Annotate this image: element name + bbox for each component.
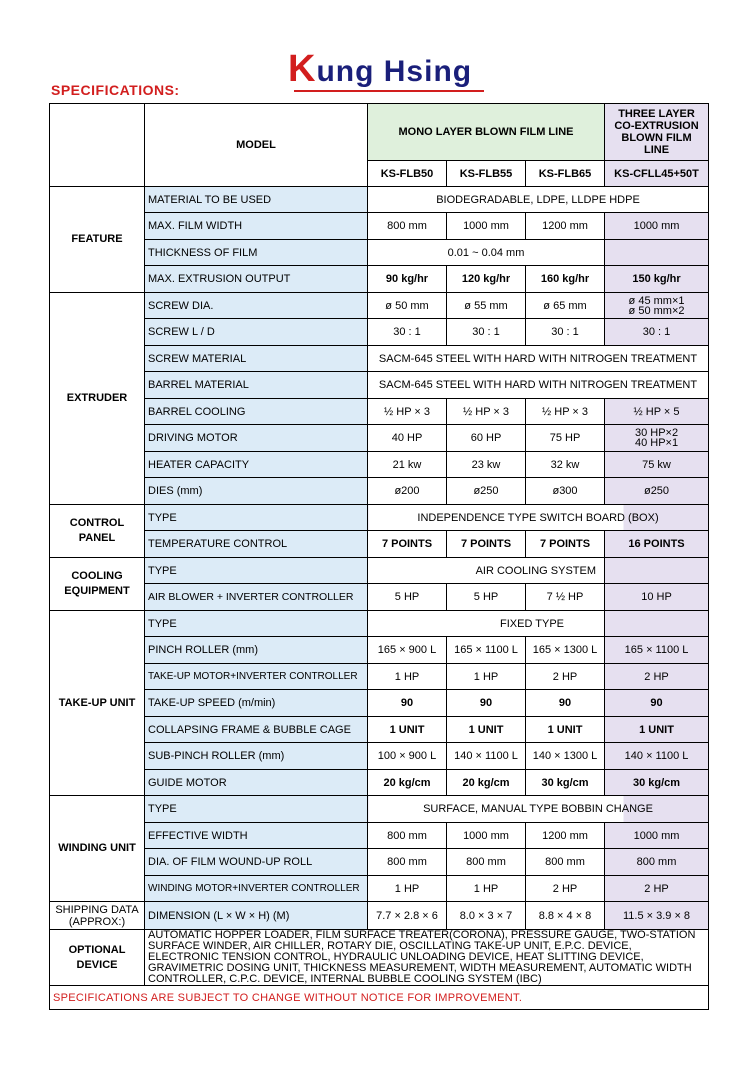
row-value: 0.01 ~ 0.04 mm	[368, 240, 605, 266]
line-1: ø 45 mm×1	[628, 294, 685, 307]
row-label: SCREW DIA.	[145, 293, 368, 319]
cell-value: 1 HP	[368, 664, 447, 690]
cell-value-multi	[605, 293, 709, 319]
line-2: 40 HP×1	[634, 437, 679, 449]
cell-value: 7 POINTS	[447, 531, 526, 558]
cell-value: 30 kg/cm	[605, 770, 709, 796]
line-1: 30 HP×2	[634, 427, 679, 439]
cell-value: 75 HP	[526, 425, 605, 452]
row-label: DIA. OF FILM WOUND-UP ROLL	[145, 849, 368, 876]
cell-value: 7 POINTS	[368, 531, 447, 558]
cell-value: 90	[526, 690, 605, 717]
row-label: TYPE	[145, 796, 368, 823]
row-label: HEATER CAPACITY	[145, 452, 368, 478]
row-label: BARREL MATERIAL	[145, 372, 368, 399]
row-label: TYPE	[145, 505, 368, 531]
cell-value: 800 mm	[368, 213, 447, 240]
cell-value: ø300	[526, 478, 605, 505]
row-label: TEMPERATURE CONTROL	[145, 531, 368, 558]
cell-value: 2 HP	[526, 664, 605, 690]
row-label: AIR BLOWER + INVERTER CONTROLLER	[145, 584, 368, 611]
row-label: DIES (mm)	[145, 478, 368, 505]
cell-value: 140 × 1100 L	[605, 743, 709, 770]
row-label: GUIDE MOTOR	[145, 770, 368, 796]
row-label: PINCH ROLLER (mm)	[145, 637, 368, 664]
specifications-note: SPECIFICATIONS ARE SUBJECT TO CHANGE WITHOUT NOTICE FOR IMPROVEMENT.	[50, 986, 709, 1010]
specifications-title: SPECIFICATIONS:	[51, 82, 180, 98]
cell-value: 1000 mm	[447, 823, 526, 849]
row-label: SCREW MATERIAL	[145, 346, 368, 372]
cell-value: 165 × 1100 L	[605, 637, 709, 664]
group-feature: FEATURE	[50, 187, 145, 293]
cell-value: 160 kg/hr	[526, 266, 605, 293]
cell-value: 140 × 1300 L	[526, 743, 605, 770]
cell-value: 30 : 1	[368, 319, 447, 346]
model-code: KS-FLB55	[447, 161, 526, 187]
row-label: DIMENSION (L × W × H) (M)	[145, 902, 368, 930]
group-cooling-equipment: COOLING EQUIPMENT	[50, 558, 145, 611]
cell-value: 2 HP	[605, 664, 709, 690]
cell-value: 165 × 1300 L	[526, 637, 605, 664]
cell-value: 20 kg/cm	[368, 770, 447, 796]
cell-value: ø200	[368, 478, 447, 505]
cell-value: 1 UNIT	[605, 717, 709, 743]
row-label: MAX. EXTRUSION OUTPUT	[145, 266, 368, 293]
cell-value: 30 : 1	[605, 319, 709, 346]
cell-value: 1000 mm	[447, 213, 526, 240]
mono-layer-header: MONO LAYER BLOWN FILM LINE	[368, 104, 605, 161]
cell-value: 5 HP	[447, 584, 526, 611]
row-label: TAKE-UP SPEED (m/min)	[145, 690, 368, 717]
cell-value: ø250	[447, 478, 526, 505]
cell-value: 32 kw	[526, 452, 605, 478]
cell-value: 60 HP	[447, 425, 526, 452]
row-value: AIR COOLING SYSTEM	[368, 558, 605, 584]
row-value: FIXED TYPE	[368, 611, 605, 637]
group-shipping-data: SHIPPING DATA (APPROX:)	[50, 902, 145, 930]
cell-value: 11.5 × 3.9 × 8	[605, 902, 709, 930]
cell-value: 1 UNIT	[368, 717, 447, 743]
row-label: TYPE	[145, 558, 368, 584]
cell-value: 30 : 1	[526, 319, 605, 346]
group-control-panel: CONTROL PANEL	[50, 505, 145, 558]
cell-value: 90 kg/hr	[368, 266, 447, 293]
row-label: COLLAPSING FRAME & BUBBLE CAGE	[145, 717, 368, 743]
cell-value: 1000 mm	[605, 213, 709, 240]
logo-text	[288, 48, 473, 90]
spec-table	[49, 103, 709, 1010]
row-label: EFFECTIVE WIDTH	[145, 823, 368, 849]
cell-value: 7.7 × 2.8 × 6	[368, 902, 447, 930]
cell-value: 23 kw	[447, 452, 526, 478]
cell-value: ½ HP × 5	[605, 399, 709, 425]
optional-device-list: AUTOMATIC HOPPER LOADER, FILM SURFACE TREATER(CORONA), PRESSURE GAUGE, TWO-STATION SURFACE WINDER, AIR CHILLER, ROTARY DIE, OSCILLATING TAKE-UP UNIT, E.P.C. DEVICE, ELECTRONIC TENSION CONTROL, HYDRAULIC UNLOADING DEVICE, HEAT SLITTING DEVICE, GRAVIMETRIC DOSING UNIT, THICKNESS MEASUREMENT, WIDTH MEASUREMENT, AUTOMATIC WIDTH CONTROLLER, C.P.C. DEVICE, INTERNAL BUBBLE COOLING SYSTEM (IBC)	[145, 930, 709, 986]
cell-value: 165 × 900 L	[368, 637, 447, 664]
cell-value: ø 65 mm	[526, 293, 605, 319]
cell-value: ½ HP × 3	[447, 399, 526, 425]
cell-value: 16 POINTS	[605, 531, 709, 558]
cell-value: 1 UNIT	[447, 717, 526, 743]
cell-value: 800 mm	[526, 849, 605, 876]
row-label: TAKE-UP MOTOR+INVERTER CONTROLLER	[145, 664, 368, 690]
logo-first-letter: K	[288, 48, 317, 90]
cell-value: 1200 mm	[526, 823, 605, 849]
row-label: DRIVING MOTOR	[145, 425, 368, 452]
cell-value: 7 ½ HP	[526, 584, 605, 611]
model-code: KS-FLB65	[526, 161, 605, 187]
row-label: THICKNESS OF FILM	[145, 240, 368, 266]
cell-value: ½ HP × 3	[526, 399, 605, 425]
cell-value: 2 HP	[526, 876, 605, 902]
cell-value: ½ HP × 3	[368, 399, 447, 425]
row-value: BIODEGRADABLE, LDPE, LLDPE HDPE	[368, 187, 709, 213]
group-take-up-unit: TAKE-UP UNIT	[50, 611, 145, 796]
cell-empty	[605, 240, 709, 266]
three-layer-header: THREE LAYER CO-EXTRUSION BLOWN FILM LINE	[605, 104, 709, 161]
cell-value-multi	[605, 425, 709, 452]
model-code: KS-CFLL45+50T	[605, 161, 709, 187]
model-code: KS-FLB50	[368, 161, 447, 187]
cell-value: 30 kg/cm	[526, 770, 605, 796]
cell-value: 800 mm	[605, 849, 709, 876]
cell-empty	[605, 611, 709, 637]
logo-underline	[294, 90, 484, 92]
row-label: SCREW L / D	[145, 319, 368, 346]
cell-value: 2 HP	[605, 876, 709, 902]
logo-rest: ung Hsing	[316, 55, 473, 88]
cell-value: 1200 mm	[526, 213, 605, 240]
corner-cell	[50, 104, 145, 187]
cell-value: 8.8 × 4 × 8	[526, 902, 605, 930]
cell-empty	[605, 558, 709, 584]
group-optional-device: OPTIONAL DEVICE	[50, 930, 145, 986]
model-header: MODEL	[145, 104, 368, 187]
cell-value: 8.0 × 3 × 7	[447, 902, 526, 930]
cell-value: 120 kg/hr	[447, 266, 526, 293]
line-2: ø 50 mm×2	[628, 304, 685, 317]
cell-value: 7 POINTS	[526, 531, 605, 558]
cell-value: 10 HP	[605, 584, 709, 611]
cell-value: 1 HP	[368, 876, 447, 902]
cell-value: 1 HP	[447, 876, 526, 902]
cell-value: 5 HP	[368, 584, 447, 611]
row-label: BARREL COOLING	[145, 399, 368, 425]
cell-value: 75 kw	[605, 452, 709, 478]
row-value: SACM-645 STEEL WITH HARD WITH NITROGEN TREATMENT	[368, 372, 709, 399]
cell-value: 140 × 1100 L	[447, 743, 526, 770]
row-label: WINDING MOTOR+INVERTER CONTROLLER	[145, 876, 368, 902]
cell-value: 90	[368, 690, 447, 717]
group-winding-unit: WINDING UNIT	[50, 796, 145, 902]
cell-value: 150 kg/hr	[605, 266, 709, 293]
cell-value: 90	[447, 690, 526, 717]
cell-value: 800 mm	[368, 823, 447, 849]
kung-hsing-logo	[288, 48, 488, 92]
cell-value: 40 HP	[368, 425, 447, 452]
cell-value: ø250	[605, 478, 709, 505]
row-value: SACM-645 STEEL WITH HARD WITH NITROGEN TREATMENT	[368, 346, 709, 372]
cell-value: 1 UNIT	[526, 717, 605, 743]
row-label: SUB-PINCH ROLLER (mm)	[145, 743, 368, 770]
row-value: SURFACE, MANUAL TYPE BOBBIN CHANGE	[368, 796, 709, 823]
row-label: MAX. FILM WIDTH	[145, 213, 368, 240]
cell-value: 800 mm	[447, 849, 526, 876]
cell-value: 1000 mm	[605, 823, 709, 849]
cell-value: ø 55 mm	[447, 293, 526, 319]
cell-value: 21 kw	[368, 452, 447, 478]
cell-value: 800 mm	[368, 849, 447, 876]
cell-value: 165 × 1100 L	[447, 637, 526, 664]
cell-value: ø 50 mm	[368, 293, 447, 319]
cell-value: 100 × 900 L	[368, 743, 447, 770]
row-label: MATERIAL TO BE USED	[145, 187, 368, 213]
cell-value: 30 : 1	[447, 319, 526, 346]
group-extruder: EXTRUDER	[50, 293, 145, 505]
cell-value: 1 HP	[447, 664, 526, 690]
row-label: TYPE	[145, 611, 368, 637]
cell-value: 20 kg/cm	[447, 770, 526, 796]
row-value: INDEPENDENCE TYPE SWITCH BOARD (BOX)	[368, 505, 709, 531]
cell-value: 90	[605, 690, 709, 717]
